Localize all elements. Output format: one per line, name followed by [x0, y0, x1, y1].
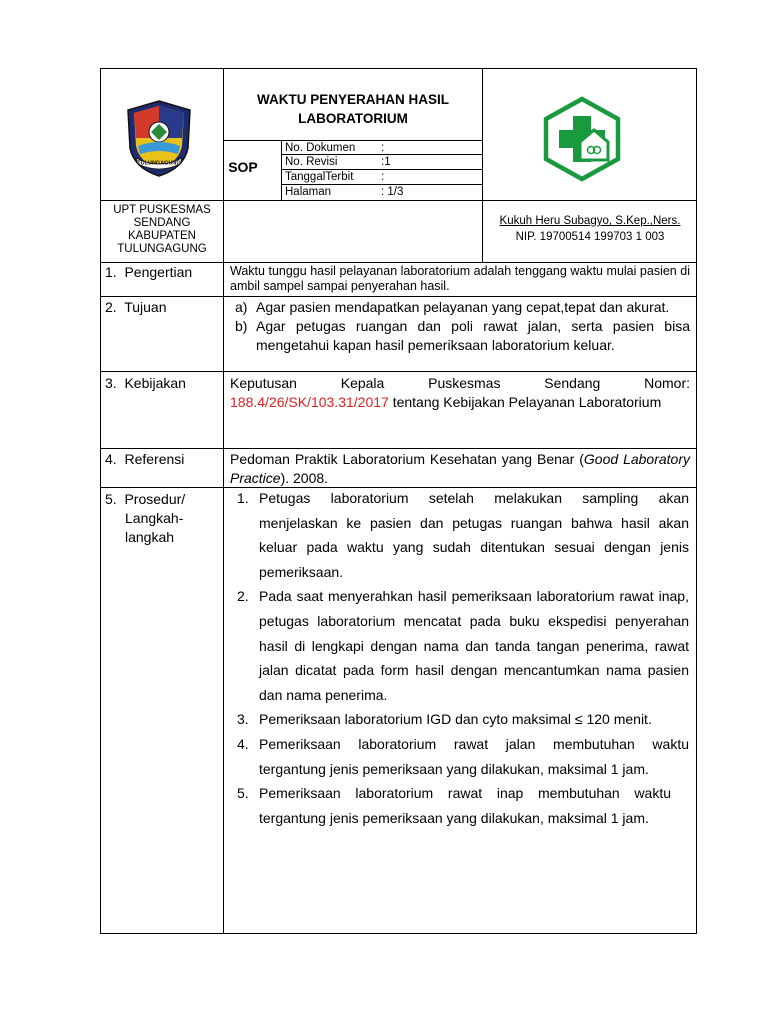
- emblem-ribbon-text: TULUNGAGUNG: [137, 160, 181, 167]
- item-marker: a): [235, 299, 248, 315]
- unit-line-3: KABUPATEN: [128, 230, 196, 242]
- kebijakan-text-after: tentang Kebijakan Pelayanan Laboratorium: [388, 394, 662, 410]
- list-item: [225, 781, 689, 830]
- step-text: Pemeriksaan laboratorium rawat jalan membutuhan waktu tergantung jenis pemeriksaan yang dilakukan, maksimal 1 jam.: [259, 735, 689, 777]
- meta-label-dokumen: No. Dokumen: [285, 142, 356, 154]
- step-text: Pada saat menyerahkan hasil pemeriksaan laboratorium rawat inap, petugas laboratorium mencatat pada buku ekspedisi penyerahan hasil di lengkapi dengan nama dan tanda tangan penerima, rawat jalan dicatat pada form hasil dengan mencantumkan nama pasien dan nama penerima.: [259, 588, 689, 703]
- column-divider-right: [482, 68, 483, 262]
- content-prosedur: [225, 486, 689, 830]
- content-tujuan: [230, 298, 690, 355]
- content-referensi: [230, 450, 690, 488]
- step-marker: 2.: [237, 588, 249, 605]
- prosedur-label-line-3: langkah: [125, 529, 175, 545]
- step-marker: 3.: [237, 711, 249, 728]
- unit-line-2: SENDANG: [133, 217, 191, 229]
- referensi-text-after: ). 2008.: [280, 470, 329, 486]
- step-marker: 4.: [237, 735, 249, 752]
- signer-name: Kukuh Heru Subagyo, S.Kep.,Ners.: [499, 215, 681, 227]
- header-row-divider: [100, 200, 697, 201]
- column-divider-left: [223, 68, 224, 934]
- meta-label-halaman: Halaman: [285, 186, 332, 198]
- item-marker: b): [235, 318, 248, 334]
- puskesmas-logo-icon: [539, 96, 625, 182]
- list-item: [225, 732, 689, 781]
- list-item: [225, 486, 689, 584]
- signer-block: [484, 213, 696, 245]
- meta-value-tanggal: :: [381, 171, 385, 183]
- list-item: [225, 707, 689, 732]
- label-prosedur: [105, 490, 185, 547]
- unit-name: [102, 204, 222, 256]
- step-text: Petugas laboratorium setelah melakukan sampling akan menjelaskan ke pasien dan petugas ruangan bahwa hasil akan keluar pada waktu yang sudah ditentukan sesuai dengan jenis pemeriksaan.: [259, 490, 689, 580]
- table-border-left: [100, 68, 101, 934]
- item-text: Agar pasien mendapatkan pelayanan yang cepat,tepat dan akurat.: [256, 299, 670, 315]
- row-divider-4: [100, 448, 697, 449]
- unit-line-4: TULUNGAGUNG: [117, 243, 207, 255]
- row-divider-3: [100, 371, 697, 372]
- referensi-text: Pedoman Praktik Laboratorium Kesehatan yang Benar (: [230, 451, 584, 467]
- content-kebijakan: [230, 374, 690, 412]
- label-pengertian: 1. Pengertian: [105, 264, 193, 280]
- label-kebijakan: 3. Kebijakan: [105, 375, 186, 391]
- step-marker: 5.: [237, 785, 249, 802]
- label-tujuan: 2. Tujuan: [105, 299, 167, 315]
- row-divider-2: [100, 296, 697, 297]
- document-title: [224, 90, 482, 128]
- meta-value-halaman: : 1/3: [381, 186, 404, 198]
- signer-nip: NIP. 19700514 199703 1 003: [515, 231, 665, 243]
- list-item: [230, 298, 690, 317]
- meta-label-tanggal: TanggalTerbit: [285, 171, 354, 183]
- meta-value-dokumen: :: [381, 142, 385, 154]
- title-line-1: WAKTU PENYERAHAN HASIL: [256, 92, 449, 107]
- label-referensi: 4. Referensi: [105, 451, 185, 467]
- sop-label: SOP: [228, 159, 258, 175]
- referensi-italic: Good Laboratory Practice: [230, 451, 690, 486]
- unit-line-1: UPT PUSKESMAS: [113, 204, 211, 216]
- content-pengertian: Waktu tunggu hasil pelayanan laboratorium adalah tenggang waktu mulai pasien di ambil sampel sampai penyerahan hasil.: [230, 264, 690, 293]
- meta-label-revisi: No. Revisi: [285, 156, 338, 168]
- kebijakan-text: Keputusan Kepala Puskesmas Sendang Nomor:: [230, 375, 690, 391]
- table-border-bottom: [100, 933, 697, 934]
- step-text: Pemeriksaan laboratorium rawat inap membutuhan waktu tergantung jenis pemeriksaan yang dilakukan, maksimal 1 jam.: [259, 785, 671, 826]
- prosedur-label-line-2: Langkah-: [125, 510, 184, 526]
- table-border-top: [100, 68, 697, 69]
- title-line-2: LABORATORIUM: [298, 111, 408, 126]
- sop-divider: [281, 140, 282, 200]
- step-text: Pemeriksaan laboratorium IGD dan cyto maksimal ≤ 120 menit.: [259, 711, 652, 728]
- item-text: Agar petugas ruangan dan poli rawat jalan, serta pasien bisa mengetahui kapan hasil pemeriksaan laboratorium keluar.: [256, 318, 690, 353]
- sk-number: 188.4/26/SK/103.31/2017: [230, 394, 389, 410]
- list-item: [225, 584, 689, 707]
- tulungagung-emblem-icon: [124, 98, 194, 178]
- table-border-right: [696, 68, 697, 934]
- meta-value-revisi: :1: [381, 156, 391, 168]
- prosedur-label-line-1: 5. Prosedur/: [105, 491, 186, 507]
- list-item: [230, 317, 690, 355]
- step-marker: 1.: [237, 490, 249, 506]
- row-divider-1: [100, 262, 697, 263]
